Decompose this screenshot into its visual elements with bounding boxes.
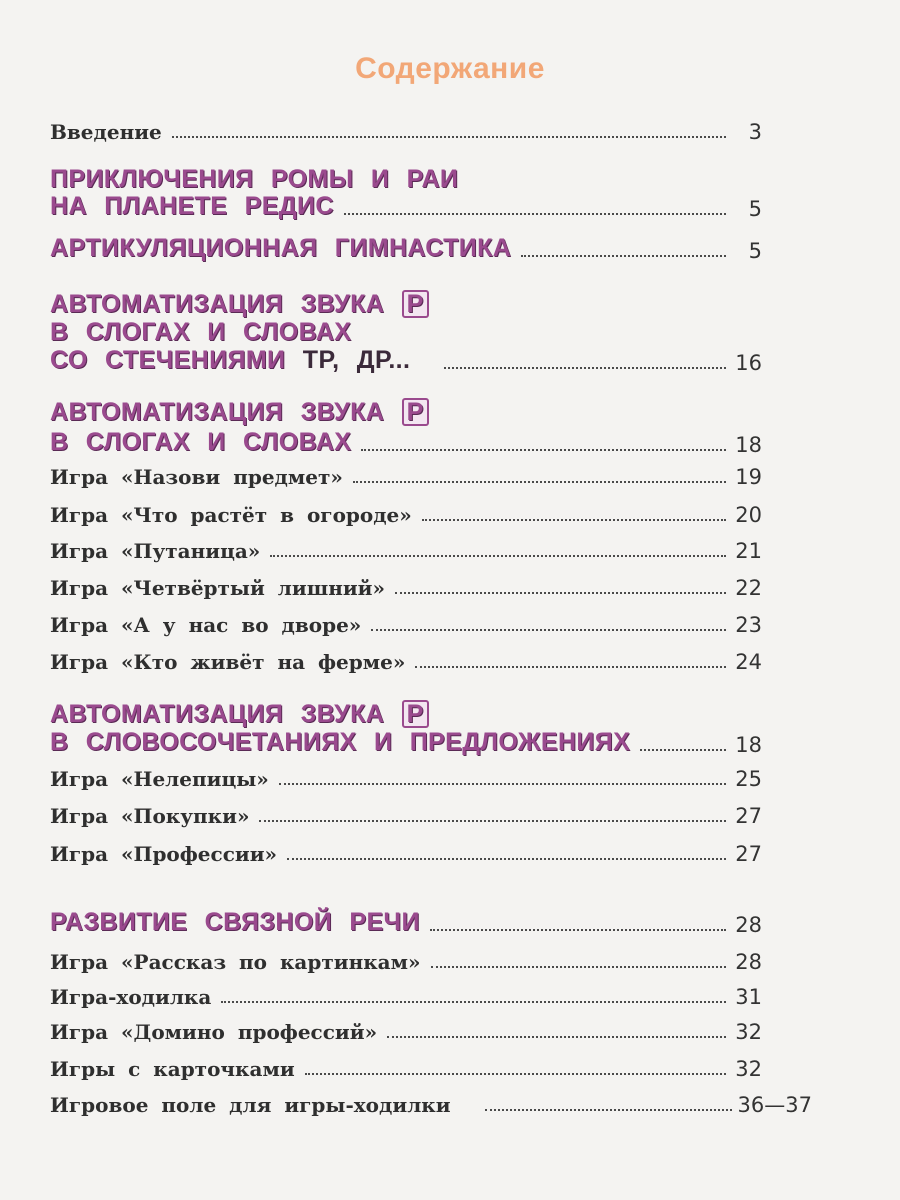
- dot-leader: [221, 1000, 726, 1003]
- toc-entry-game[interactable]: [50, 465, 762, 489]
- toc-page-number: 5: [748, 239, 762, 263]
- toc-entry-game[interactable]: [50, 613, 762, 637]
- toc-entry-game[interactable]: [50, 650, 762, 674]
- toc-page-number: 32: [735, 1057, 762, 1081]
- dot-leader: [395, 591, 726, 594]
- heading-text: СО СТЕЧЕНИЯМИ: [50, 346, 286, 374]
- section-heading-syllables-line2: В СЛОГАХ И СЛОВАХ: [50, 428, 352, 456]
- sound-letter-box: Р: [402, 290, 429, 318]
- heading-text: АВТОМАТИЗАЦИЯ ЗВУКА: [50, 700, 385, 728]
- toc-page-number: 25: [735, 767, 762, 791]
- toc-entry-label: Введение: [50, 120, 162, 144]
- toc-entry-game[interactable]: [50, 985, 762, 1009]
- dot-leader: [521, 254, 726, 257]
- toc-page-number: 36—37: [737, 1093, 812, 1117]
- toc-entry-label: Игра-ходилка: [50, 985, 212, 1009]
- toc-page-number: 21: [735, 539, 762, 563]
- dot-leader: [444, 366, 726, 369]
- toc-page-number: 28: [735, 913, 762, 937]
- toc-entry-label: Игра «Рассказ по картинкам»: [50, 950, 421, 974]
- letter-clusters: ТР, ДР...: [302, 346, 411, 374]
- section-heading-speech: РАЗВИТИЕ СВЯЗНОЙ РЕЧИ: [50, 908, 420, 936]
- toc-entry-game-board[interactable]: [50, 1093, 812, 1117]
- toc-page-number: 24: [735, 650, 762, 674]
- dot-leader: [172, 135, 726, 138]
- dot-leader: [430, 928, 726, 931]
- toc-entry-game[interactable]: [50, 804, 762, 828]
- toc-entry-clusters[interactable]: [50, 346, 762, 375]
- toc-page-number: 22: [735, 576, 762, 600]
- dot-leader: [485, 1108, 732, 1111]
- dot-leader: [640, 748, 726, 751]
- section-heading-syllables-line1: [50, 398, 429, 427]
- dot-leader: [387, 1035, 726, 1038]
- toc-entry-game[interactable]: [50, 1020, 762, 1044]
- toc-entry-label: Игра «Четвёртый лишний»: [50, 576, 386, 600]
- toc-entry-label: Игра «Назови предмет»: [50, 465, 343, 489]
- dot-leader: [287, 857, 726, 860]
- dot-leader: [259, 819, 726, 822]
- dot-leader: [305, 1072, 726, 1075]
- toc-page-number: 23: [735, 613, 762, 637]
- dot-leader: [361, 448, 726, 451]
- section-heading-phrases-line2: В СЛОВОСОЧЕТАНИЯХ И ПРЕДЛОЖЕНИЯХ: [50, 728, 631, 756]
- toc-entry-gymnastics[interactable]: [50, 234, 762, 263]
- toc-page-number: 3: [748, 120, 762, 144]
- toc-entry-game[interactable]: [50, 767, 762, 791]
- heading-text: АВТОМАТИЗАЦИЯ ЗВУКА: [50, 398, 385, 426]
- heading-text: АВТОМАТИЗАЦИЯ ЗВУКА: [50, 290, 385, 318]
- dot-leader: [353, 480, 726, 483]
- toc-entry-label: Игра «Покупки»: [50, 804, 250, 828]
- toc-entry-label: Игра «Домино профессий»: [50, 1020, 378, 1044]
- dot-leader: [279, 782, 726, 785]
- dot-leader: [422, 518, 726, 521]
- section-heading-clusters-line3: [50, 346, 410, 375]
- toc-page-number: 16: [735, 351, 762, 375]
- section-heading-adventures-line2: НА ПЛАНЕТЕ РЕДИС: [50, 192, 334, 220]
- section-heading-clusters-line2: В СЛОГАХ И СЛОВАХ: [50, 318, 352, 346]
- toc-page-number: 28: [735, 950, 762, 974]
- toc-entry-adventures[interactable]: [50, 192, 762, 221]
- toc-entry-intro[interactable]: [50, 120, 762, 144]
- sound-letter-box: Р: [402, 700, 429, 728]
- toc-entry-syllables[interactable]: [50, 428, 762, 457]
- dot-leader: [371, 628, 726, 631]
- toc-page-number: 19: [735, 465, 762, 489]
- page-title: Содержание: [355, 52, 545, 85]
- toc-entry-label: Игры с карточками: [50, 1057, 295, 1081]
- toc-entry-label: Игра «Кто живёт на ферме»: [50, 650, 406, 674]
- toc-entry-label: Игра «Что растёт в огороде»: [50, 503, 412, 527]
- section-heading-clusters-line1: [50, 290, 429, 319]
- dot-leader: [270, 554, 726, 557]
- toc-entry-speech[interactable]: [50, 908, 762, 937]
- sound-letter-box: Р: [402, 398, 429, 426]
- toc-page-number: 32: [735, 1020, 762, 1044]
- toc-entry-label: Игра «Профессии»: [50, 842, 278, 866]
- toc-page-number: 27: [735, 842, 762, 866]
- toc-entry-game[interactable]: [50, 503, 762, 527]
- section-heading-phrases-line1: [50, 700, 429, 729]
- toc-page-number: 20: [735, 503, 762, 527]
- dot-leader: [431, 965, 726, 968]
- section-heading-gymnastics: АРТИКУЛЯЦИОННАЯ ГИМНАСТИКА: [50, 234, 512, 262]
- dot-leader: [344, 212, 726, 215]
- toc-entry-label: Игровое поле для игры-ходилки: [50, 1093, 451, 1117]
- toc-page-number: 18: [735, 433, 762, 457]
- toc-page-number: 31: [735, 985, 762, 1009]
- toc-entry-label: Игра «А у нас во дворе»: [50, 613, 362, 637]
- toc-page-number: 27: [735, 804, 762, 828]
- toc-entry-phrases[interactable]: [50, 728, 762, 757]
- toc-page-number: 18: [735, 733, 762, 757]
- dot-leader: [415, 665, 726, 668]
- toc-entry-label: Игра «Нелепицы»: [50, 767, 269, 791]
- toc-entry-label: Игра «Путаница»: [50, 539, 261, 563]
- toc-page-number: 5: [748, 197, 762, 221]
- toc-entry-game[interactable]: [50, 576, 762, 600]
- section-heading-adventures-line1: ПРИКЛЮЧЕНИЯ РОМЫ И РАИ: [50, 165, 459, 193]
- toc-entry-game[interactable]: [50, 1057, 762, 1081]
- toc-entry-game[interactable]: [50, 950, 762, 974]
- toc-entry-game[interactable]: [50, 842, 762, 866]
- toc-entry-game[interactable]: [50, 539, 762, 563]
